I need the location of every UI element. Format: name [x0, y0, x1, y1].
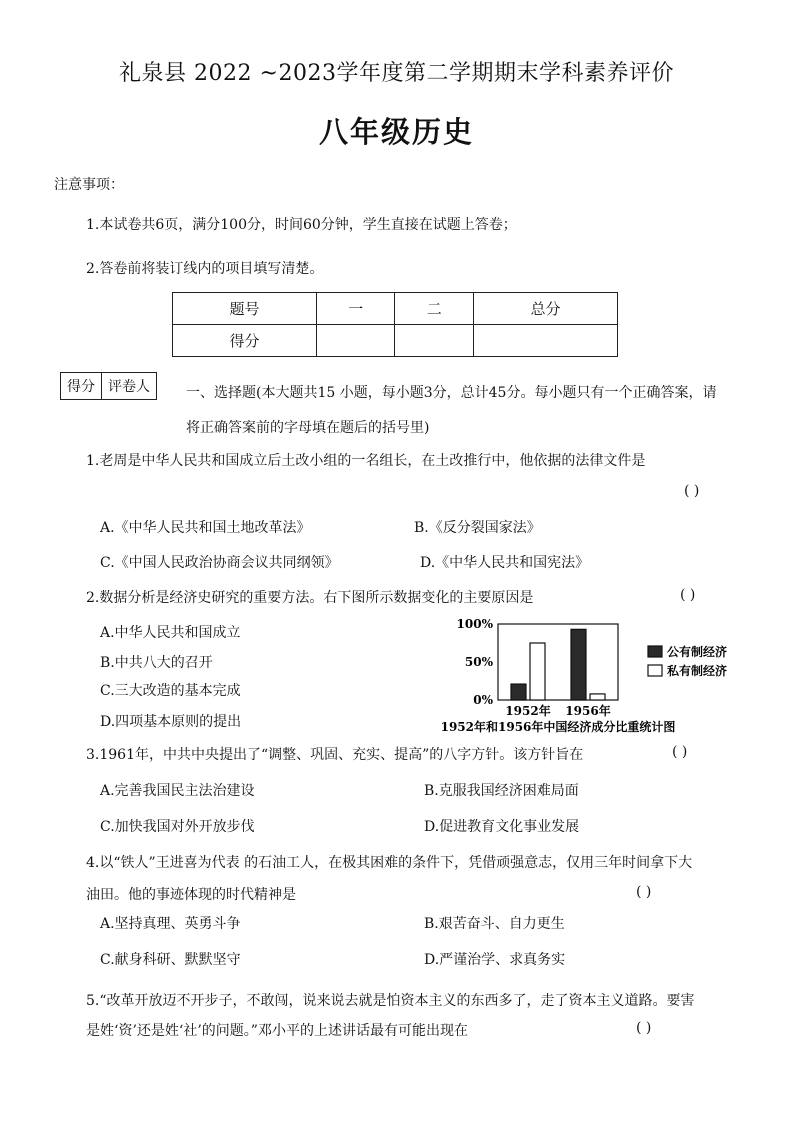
question-4-option-c: C.献身科研、默默坚守 [100, 952, 241, 968]
question-2-answer-paren[interactable]: ( ) [680, 587, 696, 603]
chart-y-tick-label: 0% [473, 693, 493, 707]
question-4-answer-paren[interactable]: ( ) [636, 884, 652, 900]
question-1-option-c: C.《中国人民政治协商会议共同纲领》 [100, 555, 339, 571]
chart-bar-private [530, 643, 545, 700]
section-1-instructions-cont: 将正确答案前的字母填在题后的括号里) [186, 420, 430, 436]
question-5-stem: 5.“改革开放迈不开步子，不敢闯，说来说去就是怕资本主义的东西多了，走了资本主义道路。要害 [86, 993, 695, 1009]
score-table-header-row [173, 293, 618, 325]
chart-y-tick-label: 100% [456, 617, 493, 631]
question-3-stem: 3.1961年，中共中央提出了“调整、巩固、充实、提高”的八字方针。该方针旨在 [86, 747, 584, 763]
chart-bar-public [511, 684, 526, 700]
question-1-option-a: A.《中华人民共和国土地改革法》 [100, 520, 311, 536]
chart-y-tick-label: 50% [464, 655, 493, 669]
question-5-stem-cont: 是姓‘资’还是姓‘社’的问题。”邓小平的上述讲话最有可能出现在 [86, 1023, 468, 1039]
grader-box [60, 372, 157, 400]
question-3-option-c: C.加快我国对外开放步伐 [100, 819, 255, 835]
section-1-instructions: 一、选择题(本大题共15 小题，每小题3分，总计45分。每小题只有一个正确答案，请 [186, 385, 717, 401]
question-4-stem: 4.以“铁人”王进喜为代表 的石油工人，在极其困难的条件下，凭借顽强意志，仅用三年时间拿下大 [86, 855, 693, 871]
chart-legend-swatch [648, 665, 662, 676]
question-1-option-b: B.《反分裂国家法》 [414, 520, 541, 536]
notice-item-2: 2.答卷前将装订线内的项目填写清楚。 [86, 261, 324, 277]
question-4-stem-cont: 油田。他的事迹体现的时代精神是 [86, 887, 296, 903]
question-3-option-b: B.克服我国经济困难局面 [424, 783, 579, 799]
score-table-cell: 题号 [173, 293, 317, 325]
chart-legend-swatch [648, 646, 662, 657]
score-table [172, 292, 618, 357]
question-2-stem: 2.数据分析是经济史研究的重要方法。右下图所示数据变化的主要原因是 [86, 590, 534, 606]
question-2-option-a: A.中华人民共和国成立 [100, 625, 241, 641]
economy-composition-chart [430, 614, 750, 738]
question-2-option-b: B.中共八大的召开 [100, 655, 213, 671]
question-4-option-d: D.严谨治学、求真务实 [424, 952, 566, 968]
score-entry-cell[interactable] [474, 325, 618, 357]
question-3-option-a: A.完善我国民主法治建设 [100, 783, 255, 799]
score-table-score-row [173, 325, 618, 357]
score-entry-cell[interactable] [395, 325, 474, 357]
question-1-answer-paren[interactable]: ( ) [684, 483, 700, 499]
chart-title: 1952年和1956年中国经济成分比重统计图 [440, 720, 676, 734]
question-4-option-a: A.坚持真理、英勇斗争 [100, 916, 241, 932]
chart-bar-private [590, 694, 605, 700]
exam-header-title: 礼泉县 2022 ~2023学年度第二学期期末学科素养评价 [119, 61, 674, 86]
notice-heading: 注意事项： [54, 177, 124, 193]
chart-legend-label: 公有制经济 [667, 645, 728, 659]
score-table-cell: 二 [395, 293, 474, 325]
subject-title: 八年级历史 [318, 115, 474, 149]
question-3-option-d: D.促进教育文化事业发展 [424, 819, 580, 835]
chart-x-tick-label: 1956年 [565, 704, 611, 718]
question-5-answer-paren[interactable]: ( ) [636, 1020, 652, 1036]
question-2-option-d: D.四项基本原则的提出 [100, 714, 242, 730]
chart-x-tick-label: 1952年 [505, 704, 551, 718]
question-4-option-b: B.艰苦奋斗、自力更生 [424, 916, 565, 932]
chart-bar-public [571, 629, 586, 700]
question-3-answer-paren[interactable]: ( ) [672, 744, 688, 760]
score-table-cell: 得分 [173, 325, 317, 357]
notice-item-1: 1.本试卷共6页，满分100分，时间60分钟，学生直接在试题上答卷； [86, 217, 517, 233]
grader-score-label: 得分 [61, 373, 102, 400]
score-table-cell: 一 [316, 293, 395, 325]
chart-legend-label: 私有制经济 [667, 664, 728, 678]
question-1-stem: 1.老周是中华人民共和国成立后土改小组的一名组长，在土改推行中，他依据的法律文件是 [86, 453, 646, 469]
score-table-cell: 总分 [474, 293, 618, 325]
question-1-option-d: D.《中华人民共和国宪法》 [420, 555, 590, 571]
grader-reviewer-label: 评卷人 [102, 373, 157, 400]
score-entry-cell[interactable] [316, 325, 395, 357]
question-2-option-c: C.三大改造的基本完成 [100, 683, 241, 699]
chart-svg [430, 614, 750, 738]
